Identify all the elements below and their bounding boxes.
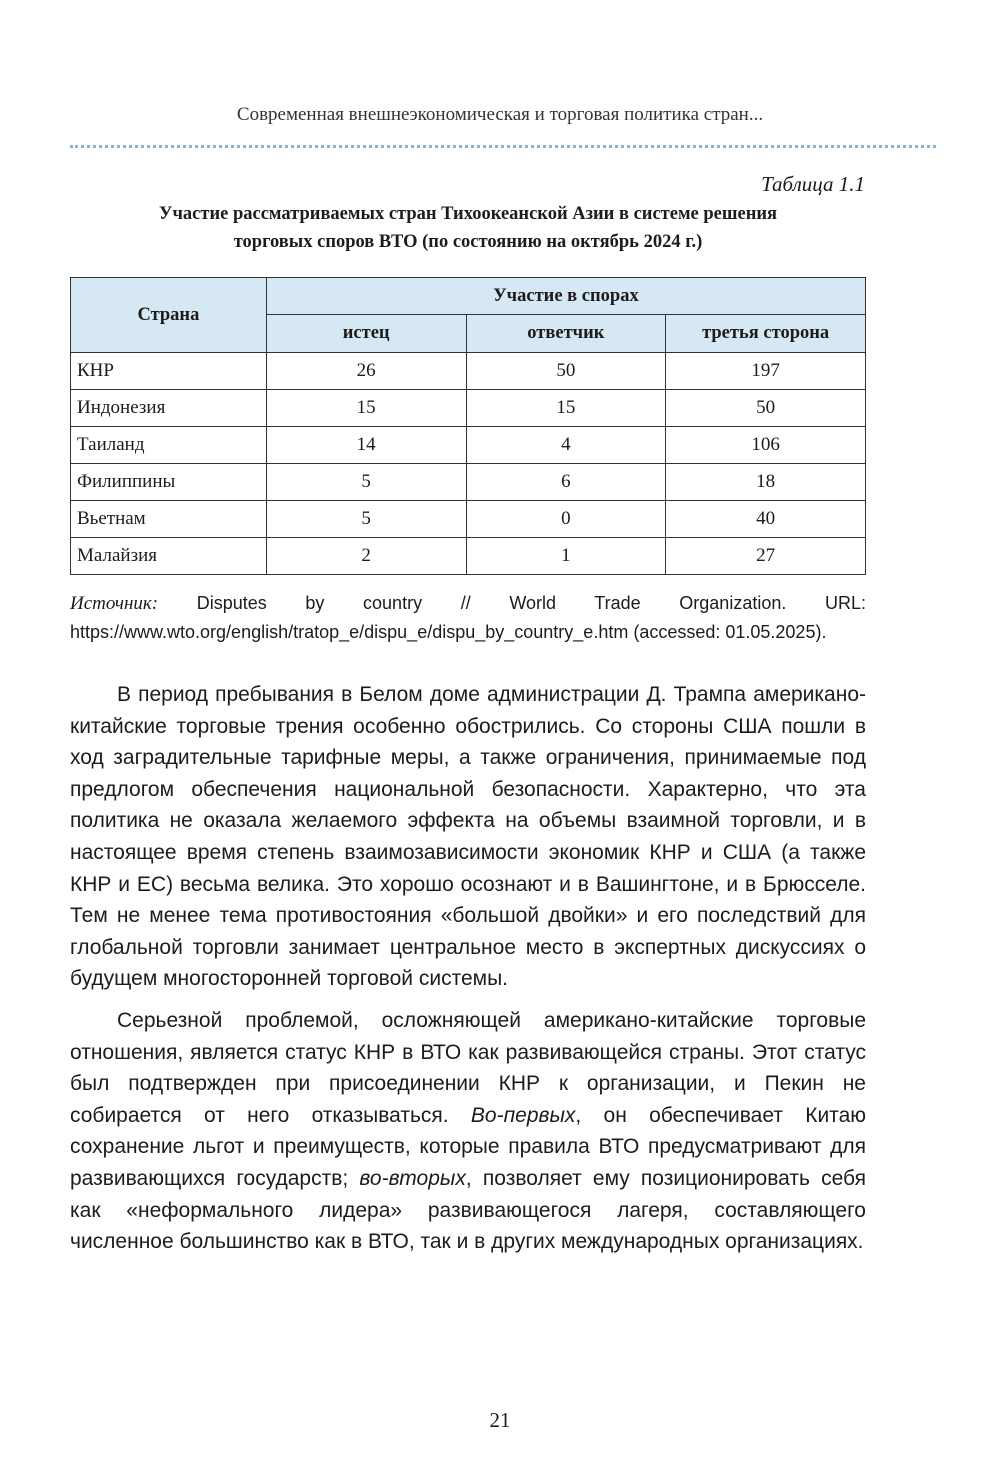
source-text: Disputes by country // World Trade Organization. URL: https://www.wto.org/english/tratop_e/dispu_e/dispu_by_country_e.htm (accessed: 01.05.2025). [70,593,866,642]
running-head: Современная внешнеэкономическая и торговая политика стран... [236,104,764,125]
paragraph-2-part-1: Серьезной проблемой, осложняющей американо-китайские торговые отношения, является статус КНР в ВТО как развивающейся страны. Этот статус был подтвержден при присоединении КНР к организации, и Пекин не собирается от него отказываться. [70,1008,866,1127]
cell-country: Вьетнам [71,501,267,538]
paragraph-1: В период пребывания в Белом доме администрации Д. Трампа американо-китайские торговые трения особенно обострились. Со стороны США пошли в ход заградительные тарифные меры, а также ограничения, принимаемые под предлогом обеспечения национальной безопасности. Характерно, что эта политика не оказала желаемого эффекта на объемы взаимной торговли, и в настоящее время степень взаимозависимости экономик КНР и США (а также КНР и ЕС) весьма велика. Это хорошо осознают и в Вашингтоне, и в Брюсселе. Тем не менее тема противостояния «большой двойки» и его последствий для глобальной торговли занимает центральное место в экспертных дискуссиях о будущем многосторонней торговой системы. [70,683,866,991]
cell-respondent: 15 [466,390,666,427]
cell-plaintiff: 2 [266,538,466,575]
cell-plaintiff: 26 [266,353,466,390]
paragraph-2 [70,1005,866,1258]
table-row [71,538,866,575]
header-participation: Участие в спорах [266,278,865,315]
header-divider [70,145,936,148]
cell-plaintiff: 5 [266,501,466,538]
table-row [71,427,866,464]
table-title [70,200,866,256]
cell-third-party: 40 [666,501,866,538]
table-title-line-2: торговых споров ВТО (по состоянию на октябрь 2024 г.) [233,232,703,252]
cell-plaintiff: 14 [266,427,466,464]
cell-third-party: 197 [666,353,866,390]
cell-third-party: 106 [666,427,866,464]
cell-country: Индонезия [71,390,267,427]
cell-country: Таиланд [71,427,267,464]
table-title-line-1: Участие рассматриваемых стран Тихоокеанской Азии в системе решения [158,204,778,224]
paragraph-2-part-3: , позволяет ему позиционировать себя как «неформального лидера» развивающегося лагеря, составляющего численное большинство как в ВТО, так и в других международных организациях. [70,1166,866,1254]
table-row [71,390,866,427]
cell-third-party: 50 [666,390,866,427]
body-text [70,679,866,1268]
disputes-table [70,277,866,575]
cell-respondent: 0 [466,501,666,538]
cell-respondent: 50 [466,353,666,390]
cell-third-party: 27 [666,538,866,575]
table-source-note [70,589,866,647]
header-respondent: ответчик [466,315,666,353]
cell-plaintiff: 15 [266,390,466,427]
cell-respondent: 4 [466,427,666,464]
cell-country: Филиппины [71,464,267,501]
header-plaintiff: истец [266,315,466,353]
source-lead: Источник: [70,593,159,614]
header-country: Страна [71,278,267,353]
emphasis-firstly: Во-первых [470,1103,576,1127]
cell-country: Малайзия [71,538,267,575]
table-row [71,353,866,390]
emphasis-secondly: во-вторых [359,1166,466,1190]
cell-respondent: 1 [466,538,666,575]
cell-plaintiff: 5 [266,464,466,501]
table-row [71,501,866,538]
cell-third-party: 18 [666,464,866,501]
table-label: Таблица 1.1 [761,172,865,196]
page-number: 21 [489,1408,511,1432]
cell-country: КНР [71,353,267,390]
table-row [71,464,866,501]
header-third-party: третья сторона [666,315,866,353]
cell-respondent: 6 [466,464,666,501]
paragraph-2-part-2: , он обеспечивает Китаю сохранение льгот и преимуществ, которые правила ВТО предусматривают для развивающихся государств; [70,1103,866,1190]
